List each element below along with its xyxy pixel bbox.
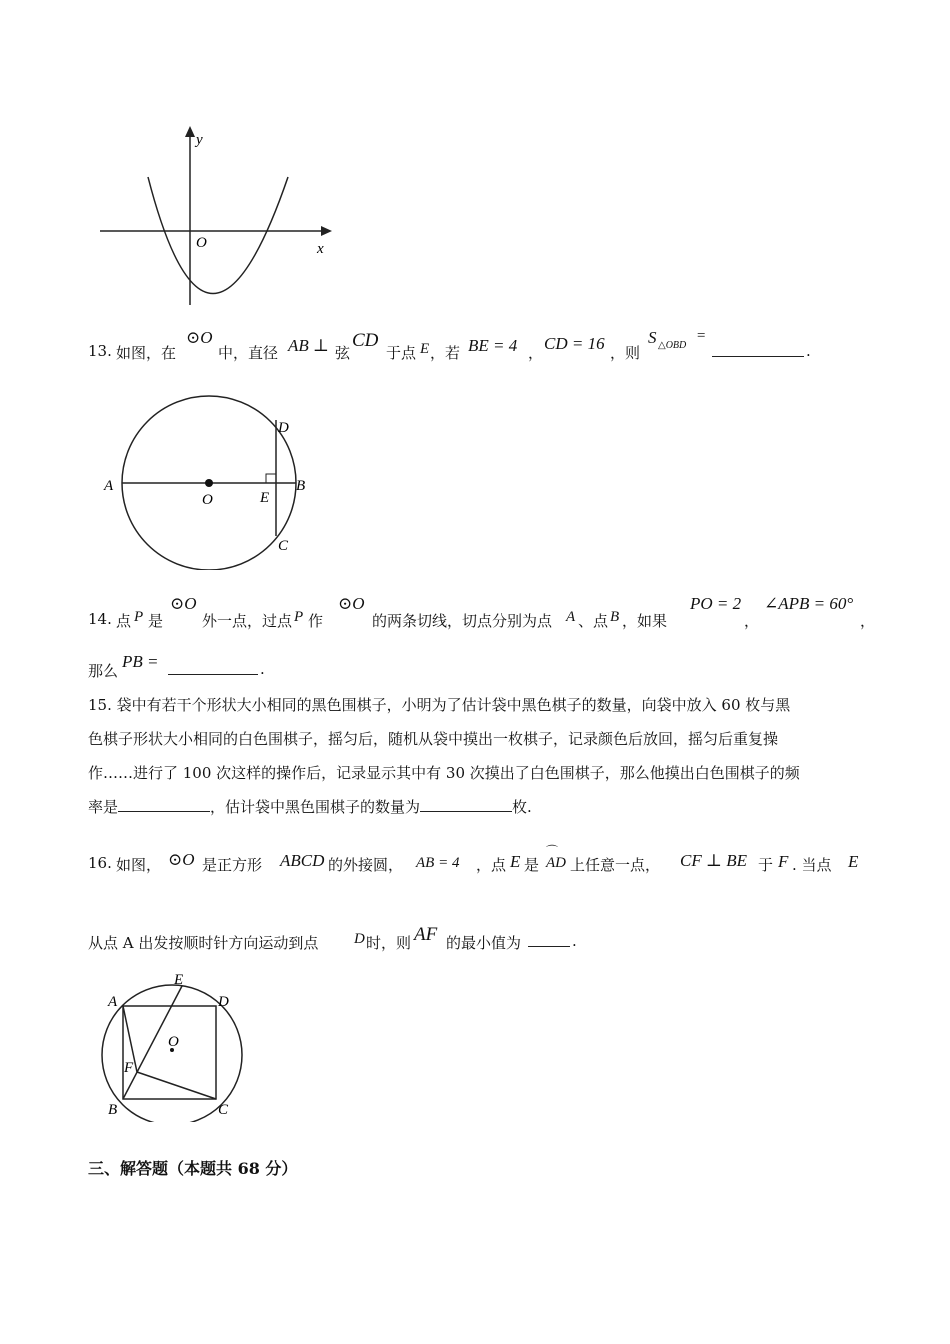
origin-label: O bbox=[196, 235, 207, 251]
q16-math-3: AD bbox=[546, 855, 566, 871]
q13-answer-blank[interactable] bbox=[712, 342, 804, 357]
label-b: B bbox=[108, 1102, 118, 1118]
q13-text-2: 中，直径 bbox=[218, 344, 279, 362]
q15-line-3: 作……进行了 100 次这样的操作后，记录显示其中有 30 次摸出了白色围棋子，那么他摸出白色围棋子的频 bbox=[88, 764, 800, 782]
q14-text-8: 那么 bbox=[88, 662, 119, 680]
q13-text-1: 如图，在 bbox=[116, 344, 177, 362]
q13-text-5: ，若 bbox=[430, 344, 461, 362]
q14-text-1: 点 bbox=[116, 612, 132, 630]
label-c: C bbox=[218, 1102, 229, 1118]
q13-math-1: AB ⊥ bbox=[288, 336, 330, 355]
q16-math-1: ABCD bbox=[280, 851, 325, 870]
q14-circle-2: ⊙O bbox=[338, 594, 365, 613]
q13-math-2: CD bbox=[352, 330, 379, 351]
q15-line-4a: 率是 bbox=[88, 798, 119, 816]
q16-text-6: 上任意一点， bbox=[570, 856, 661, 874]
q16-text-3: 的外接圆， bbox=[328, 856, 404, 874]
q16-text-5: 是 bbox=[524, 856, 540, 874]
q13-text-4: 于点 bbox=[386, 344, 417, 362]
q16-text-1: 如图， bbox=[116, 856, 162, 874]
q15-line-4 bbox=[88, 790, 868, 824]
q16-text-4: ，点 bbox=[476, 856, 507, 874]
q13-text-3: 弦 bbox=[335, 344, 351, 362]
q13-circle: ⊙O bbox=[186, 328, 213, 347]
q13-point-e: E bbox=[420, 341, 430, 357]
q16-point-f: F bbox=[778, 852, 789, 871]
line-cf bbox=[137, 1072, 216, 1099]
q13-math-3: BE = 4 bbox=[468, 336, 518, 355]
q16-text-7: 于 bbox=[758, 856, 774, 874]
q16-number: 16. bbox=[88, 854, 112, 872]
q15-answer-blank-2[interactable] bbox=[420, 797, 512, 812]
q16-arc-mark: ⌒ bbox=[546, 844, 559, 858]
y-axis-arrow bbox=[185, 126, 195, 137]
q16-math-5: AF bbox=[414, 924, 438, 945]
q15-number: 15. bbox=[88, 696, 112, 714]
q14-point-a: A bbox=[566, 609, 576, 625]
q15-paragraph bbox=[88, 688, 868, 824]
q16-line-2b: 时，则 bbox=[366, 934, 412, 952]
y-axis-label: y bbox=[196, 132, 203, 148]
q16-math-4: CF ⊥ BE bbox=[680, 851, 747, 870]
label-e: E bbox=[260, 490, 270, 506]
q15-line-1-text: 袋中有若干个形状大小相同的黑色围棋子，小明为了估计袋中黑色棋子的数量，向袋中放入 60 枚与黑 bbox=[116, 696, 791, 714]
q13-circle-figure bbox=[98, 390, 328, 570]
q14-end: . bbox=[260, 660, 265, 678]
q16-point-d: D bbox=[354, 931, 365, 947]
q14-text-2: 是 bbox=[148, 612, 164, 630]
right-angle-mark bbox=[266, 474, 276, 483]
label-d: D bbox=[278, 420, 289, 436]
label-o: O bbox=[168, 1034, 179, 1050]
q14-text-3: 外一点，过点 bbox=[202, 612, 293, 630]
center-dot bbox=[205, 479, 213, 487]
q14-math-3: PB = bbox=[122, 652, 159, 671]
q13-math-5-eq: = bbox=[696, 328, 707, 344]
q14-text-7: ，如果 bbox=[622, 612, 668, 630]
q16-text-2: 是正方形 bbox=[202, 856, 263, 874]
q14-math-1: PO = 2 bbox=[690, 594, 742, 613]
q14-text-5: 的两条切线，切点分别为点 bbox=[372, 612, 553, 630]
q16-line-2c: 的最小值为 bbox=[446, 934, 522, 952]
label-b: B bbox=[296, 478, 306, 494]
q16-line-2a: 从点 A 出发按顺时针方向运动到点 bbox=[88, 934, 319, 952]
label-a: A bbox=[108, 994, 118, 1010]
parabola-curve bbox=[148, 177, 288, 294]
q14-number: 14. bbox=[88, 610, 112, 628]
q15-answer-blank-1[interactable] bbox=[118, 797, 210, 812]
x-axis-arrow bbox=[321, 226, 332, 236]
q14-comma-2: ， bbox=[860, 612, 876, 630]
q13-number: 13. bbox=[88, 342, 112, 360]
q16-circle: ⊙O bbox=[168, 850, 195, 869]
q16-text-8: . 当点 bbox=[792, 856, 832, 874]
q13-text-6: ， bbox=[528, 344, 544, 362]
square-abcd bbox=[123, 1006, 216, 1099]
section-3-heading: 三、解答题（本题共 68 分） bbox=[88, 1159, 298, 1178]
q14-comma-1: ， bbox=[744, 612, 760, 630]
q14-text-4: 作 bbox=[308, 612, 324, 630]
q13-math-5-sub: △OBD bbox=[658, 340, 687, 351]
q15-line-2: 色棋子形状大小相同的白色围棋子，摇匀后，随机从袋中摸出一枚棋子，记录颜色后放回，摇匀后重复操 bbox=[88, 730, 779, 748]
q13-text-7: ，则 bbox=[610, 344, 641, 362]
q14-circle-1: ⊙O bbox=[170, 594, 197, 613]
q14-math-2: ∠APB = 60° bbox=[764, 594, 854, 613]
q15-line-4c: 枚. bbox=[512, 798, 532, 816]
q16-math-2: AB = 4 bbox=[416, 855, 460, 871]
q16-point-e: E bbox=[510, 852, 521, 871]
q14-answer-blank[interactable] bbox=[168, 660, 258, 675]
q15-line-4b: ，估计袋中黑色围棋子的数量为 bbox=[210, 798, 421, 816]
q16-point-e2: E bbox=[848, 852, 859, 871]
q14-point-p: P bbox=[134, 609, 144, 625]
q16-answer-blank[interactable] bbox=[528, 932, 570, 947]
label-c: C bbox=[278, 538, 289, 554]
label-d: D bbox=[218, 994, 229, 1010]
label-a: A bbox=[104, 478, 114, 494]
q14-point-p2: P bbox=[294, 609, 304, 625]
q16-square-figure bbox=[98, 966, 258, 1122]
q13-math-4: CD = 16 bbox=[544, 334, 605, 353]
label-f: F bbox=[124, 1060, 134, 1076]
q14-text-6: 、点 bbox=[578, 612, 609, 630]
label-o: O bbox=[202, 492, 213, 508]
label-e: E bbox=[174, 972, 184, 988]
q13-math-5: S bbox=[648, 328, 657, 347]
parabola-graph bbox=[95, 120, 345, 310]
q16-end: . bbox=[572, 932, 577, 950]
q13-end: . bbox=[806, 342, 811, 360]
q14-point-b: B bbox=[610, 609, 620, 625]
q15-line-1 bbox=[88, 688, 868, 722]
x-axis-label: x bbox=[317, 241, 324, 257]
